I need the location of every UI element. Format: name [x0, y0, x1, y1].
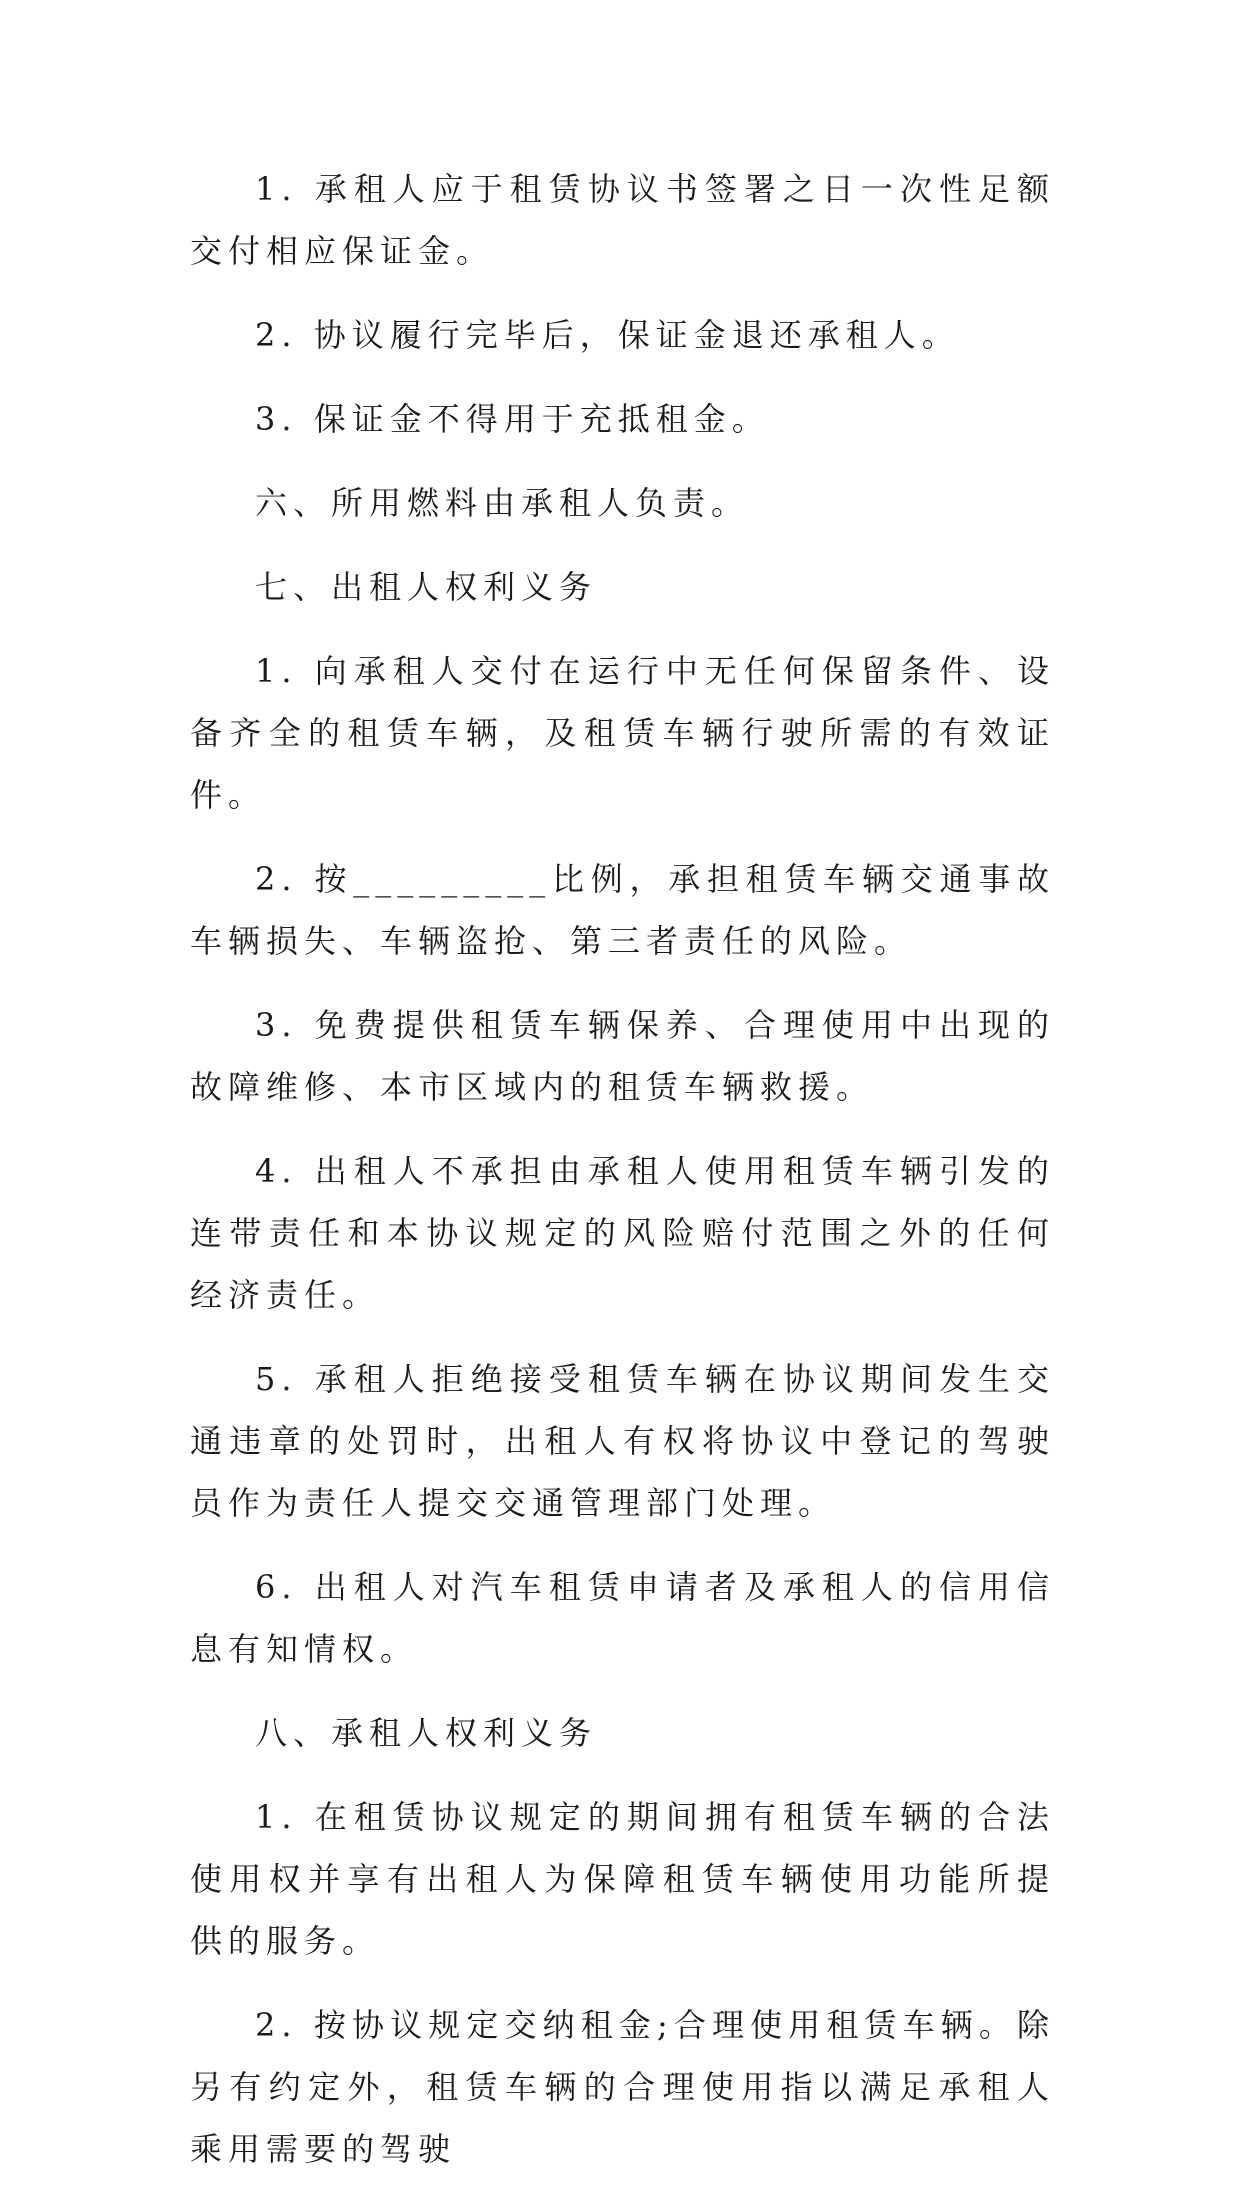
- paragraph-lessee-pay-rent: 2. 按协议规定交纳租金;合理使用租赁车辆。除另有约定外，租赁车辆的合理使用指以满足承租人乘用需要的驾驶: [190, 2006, 1055, 2168]
- paragraph-lessor-deliver-vehicle: 1. 向承租人交付在运行中无任何保留条件、设备齐全的租赁车辆，及租赁车辆行驶所需的有效证件。: [190, 652, 1055, 814]
- section-heading-lessor-rights: 七、出租人权利义务: [255, 568, 598, 606]
- section-heading-lessee-rights: 八、承租人权利义务: [255, 1714, 598, 1752]
- paragraph-deposit-not-rent: 3. 保证金不得用于充抵租金。: [255, 400, 770, 438]
- paragraph-lessor-maintenance: 3. 免费提供租赁车辆保养、合理使用中出现的故障维修、本市区域内的租赁车辆救援。: [190, 1006, 1055, 1106]
- paragraph-lessor-no-liability: 4. 出租人不承担由承租人使用租赁车辆引发的连带责任和本协议规定的风险赔付范围之外的任何经济责任。: [190, 1152, 1055, 1314]
- section-heading-fuel: 六、所用燃料由承租人负责。: [255, 484, 750, 522]
- paragraph-lessor-violation: 5. 承租人拒绝接受租赁车辆在协议期间发生交通违章的处罚时，出租人有权将协议中登记的驾驶员作为责任人提交交通管理部门处理。: [190, 1360, 1055, 1522]
- paragraph-deposit-payment: 1. 承租人应于租赁协议书签署之日一次性足额交付相应保证金。: [190, 170, 1055, 270]
- document-body: [190, 158, 1055, 2202]
- paragraph-lessee-use-right: 1. 在租赁协议规定的期间拥有租赁车辆的合法使用权并享有出租人为保障租赁车辆使用功能所提供的服务。: [190, 1798, 1055, 1960]
- paragraph-deposit-refund: 2. 协议履行完毕后，保证金退还承租人。: [255, 316, 960, 354]
- paragraph-lessor-credit-info: 6. 出租人对汽车租赁申请者及承租人的信用信息有知情权。: [190, 1568, 1055, 1668]
- paragraph-lessor-risk-ratio: 2. 按_________比例，承担租赁车辆交通事故车辆损失、车辆盗抢、第三者责任的风险。: [190, 860, 1055, 960]
